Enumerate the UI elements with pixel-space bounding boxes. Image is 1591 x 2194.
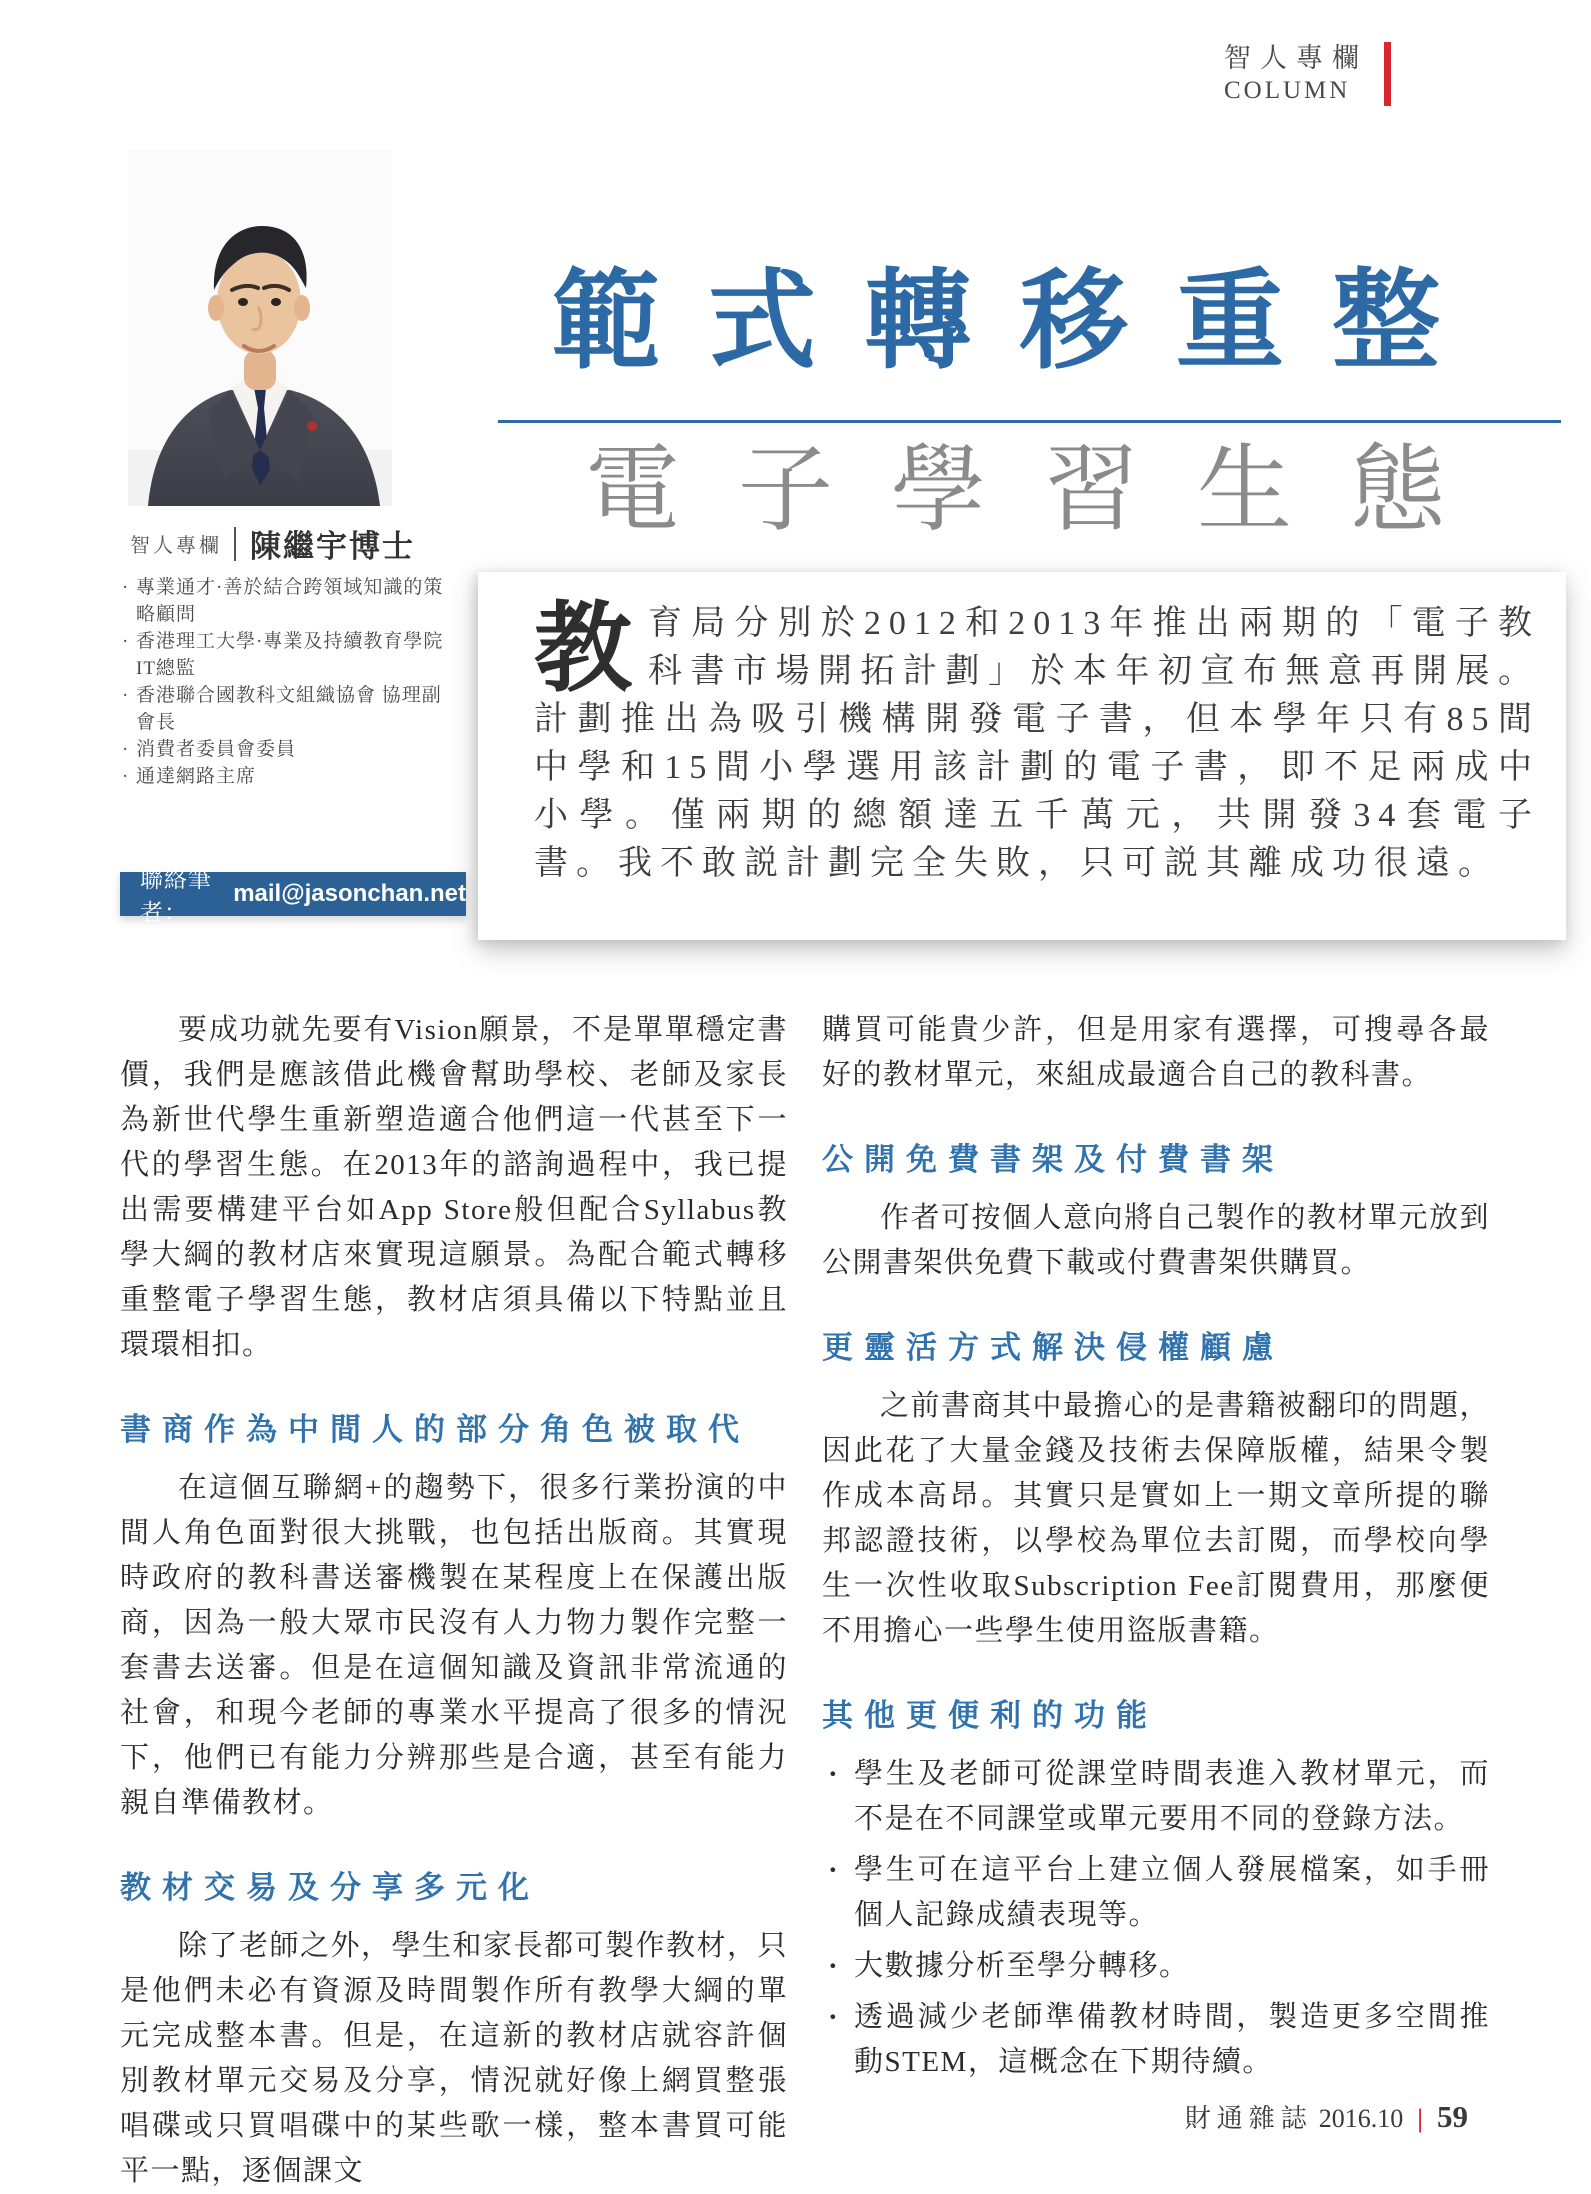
body-paragraph: 作者可按個人意向將自己製作的教材單元放到公開書架供免費下載或付費書架供購買。 [822,1202,1491,1279]
intro-card [478,572,1566,940]
bullet-item: · 學生可在這平台上建立個人發展檔案，如手冊個人記錄成績表現等。 [822,1848,1490,1938]
column-tag-en: COLUMN [1224,77,1351,104]
section-heading: 書商作為中間人的部分角色被取代 [120,1412,750,1447]
author-credentials [122,574,452,790]
author-caption-prefix: 智人專欄 [130,535,222,557]
left-column [120,1008,788,2194]
author-caption [130,521,415,566]
page-number: 59 [1437,2099,1468,2134]
intro-text: 育局分別於2012和2013年推出兩期的「電子教科書市場開拓計劃」於本年初宣布無意再開展。計劃推出為吸引機構開發電子書，但本學年只有85間中學和15間小學選用該計劃的電子書，即不足兩成中小學。僅兩期的總額達五千萬元，共開發34套電子書。我不敢説計劃完全失敗，只可説其離成功很遠。 [534,605,1540,882]
bullet-item: · 透過減少老師準備教材時間，製造更多空間推動STEM，這概念在下期待續。 [822,1995,1490,2085]
section-heading: 教材交易及分享多元化 [120,1870,540,1905]
section-heading: 其他更便利的功能 [822,1698,1158,1733]
bullet-item: · 學生及老師可從課堂時間表進入教材單元，而不是在不同課堂或單元要用不同的登錄方法。 [822,1752,1490,1842]
intro-paragraph [534,596,1540,888]
section-heading: 公開免費書架及付費書架 [822,1142,1284,1177]
issue-date: 2016.10 [1318,2104,1404,2133]
article-title: 範式轉移重整 [552,260,1489,381]
credential-item: · 通達網路主席 [122,763,452,790]
article-body [120,1008,1490,2194]
drop-cap: 教 [534,596,633,704]
section-heading: 更靈活方式解決侵權顧慮 [822,1330,1284,1365]
contact-label: 聯絡筆者： [140,867,212,925]
contact-email-link[interactable]: mail@jasonchan.net [233,880,466,907]
credential-item: · 消費者委員會委員 [122,736,452,763]
body-paragraph: 要成功就先要有Vision願景，不是單單穩定書價，我們是應該借此機會幫助學校、老師及家長為新世代學生重新塑造適合他們這一代甚至下一代的學習生態。在2013年的諮詢過程中，我已提出需要構建平台如App Store般但配合Syllabus教學大綱的教材店來實現這願景。為配合範式轉移重整電子學習生態，教材店須具備以下特點並且環環相扣。 [120,1014,788,1361]
body-paragraph: 購買可能貴少許，但是用家有選擇，可搜尋各最好的教材單元，來組成最適合自己的教科書。 [822,1014,1490,1091]
author-photo-illustration [128,150,392,506]
credential-item: · 專業通才·善於結合跨領域知識的策略顧問 [122,574,452,628]
caption-divider [234,527,236,561]
article-subtitle: 電子學習生態 [585,437,1504,543]
contact-bar [120,867,466,925]
column-tag-zh: 智人專欄 [1224,43,1368,73]
red-accent-bar [1384,42,1391,106]
feature-bullet-list [822,1752,1490,2085]
column-tag [1224,42,1391,106]
magazine-name: 財通雜誌 [1184,2104,1313,2133]
page-footer [1185,2098,1468,2135]
body-paragraph: 除了老師之外，學生和家長都可製作教材，只是他們未必有資源及時間製作所有教學大綱的單元完成整本書。但是，在這新的教材店就容許個別教材單元交易及分享，情況就好像上網買整張唱碟或只買唱碟中的某些歌一樣，整本書買可能平一點，逐個課文 [120,1930,789,2187]
title-rule [498,420,1561,423]
author-photo [128,150,392,506]
bullet-item: · 大數據分析至學分轉移。 [822,1944,1490,1989]
body-paragraph: 在這個互聯網+的趨勢下，很多行業扮演的中間人角色面對很大挑戰，也包括出版商。其實現時政府的教科書送審機製在某程度上在保護出版商，因為一般大眾市民沒有人力物力製作完整一套書去送審。但是在這個知識及資訊非常流通的社會，和現今老師的專業水平提高了很多的情況下，他們已有能力分辨那些是合適，甚至有能力親自準備教材。 [120,1472,788,1819]
credential-item: · 香港聯合國教科文組織協會 協理副會長 [122,682,452,736]
footer-separator: | [1417,2104,1423,2133]
body-paragraph: 之前書商其中最擔心的是書籍被翻印的問題，因此花了大量金錢及技術去保障版權，結果令製作成本高昂。其實只是實如上一期文章所提的聯邦認證技術，以學校為單位去訂閱，而學校向學生一次性收取Subscription Fee訂閱費用，那麼便不用擔心一些學生使用盜版書籍。 [822,1390,1491,1647]
author-name: 陳繼宇博士 [250,529,415,564]
credential-item: · 香港理工大學·專業及持續教育學院IT總監 [122,628,452,682]
right-column [822,1008,1490,2194]
